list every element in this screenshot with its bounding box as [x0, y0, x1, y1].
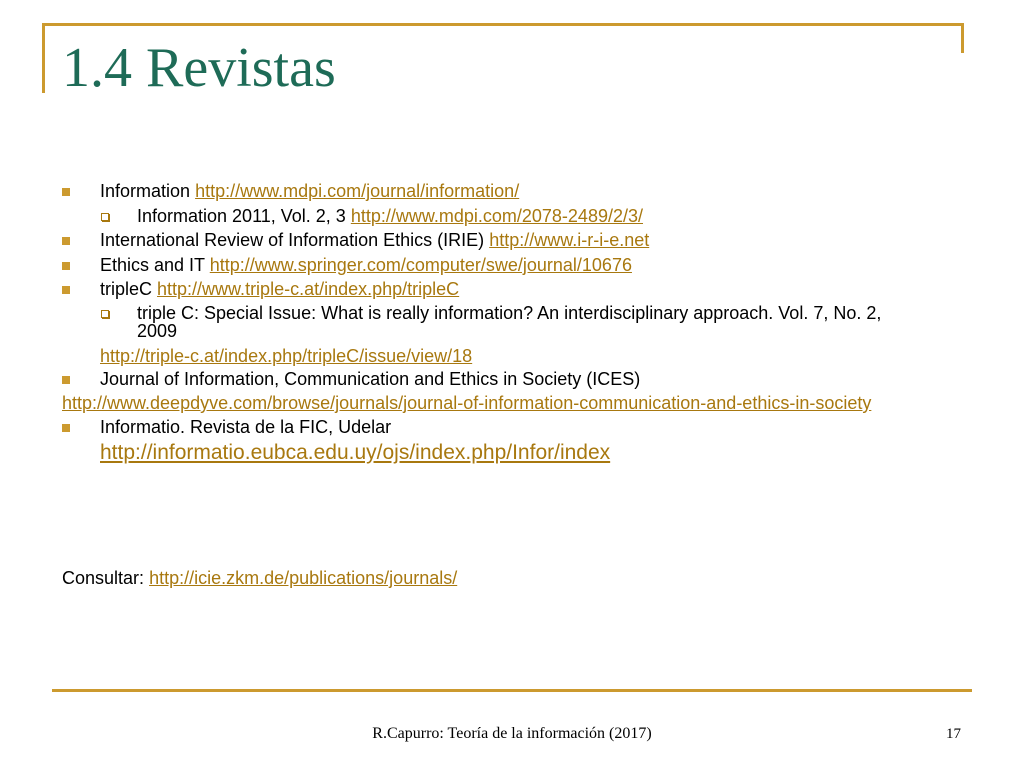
- bullet-icon: [62, 424, 70, 432]
- item-link[interactable]: http://www.deepdyve.com/browse/journals/journal-of-information-communication-and-ethics-in-society: [62, 393, 872, 413]
- list-item: [100, 255, 632, 276]
- item-text: Journal of Information, Communication and Ethics in Society (ICES): [100, 369, 641, 389]
- footer-divider: [52, 689, 972, 692]
- sub-bullet-icon: [101, 213, 109, 221]
- frame-top-line: [42, 23, 964, 26]
- item-text: International Review of Information Ethics (IRIE): [100, 230, 485, 250]
- item-text: Informatio. Revista de la FIC, Udelar: [100, 417, 392, 437]
- list-item: [100, 369, 640, 390]
- consult-link[interactable]: http://icie.zkm.de/publications/journals/: [149, 568, 458, 588]
- list-item-link-line: [100, 346, 472, 367]
- frame-left-line: [42, 23, 45, 93]
- item-link[interactable]: http://www.mdpi.com/2078-2489/2/3/: [350, 206, 643, 226]
- item-text: Ethics and IT: [100, 255, 205, 275]
- list-item: [100, 417, 391, 438]
- item-link[interactable]: http://www.springer.com/computer/swe/journal/10676: [209, 255, 632, 275]
- list-item: [137, 303, 881, 324]
- item-text: 2009: [137, 321, 178, 341]
- consult-label: Consultar:: [62, 568, 145, 588]
- sub-bullet-icon: [101, 310, 109, 318]
- list-item-link-line: [62, 393, 871, 414]
- list-item: [100, 230, 649, 251]
- bullet-icon: [62, 188, 70, 196]
- bullet-icon: [62, 262, 70, 270]
- frame-right-line: [961, 23, 964, 53]
- item-link[interactable]: http://informatio.eubca.edu.uy/ojs/index.php/Infor/index: [100, 441, 611, 464]
- page-number: 17: [946, 726, 961, 742]
- bullet-icon: [62, 286, 70, 294]
- list-item: [100, 181, 519, 202]
- item-text: Information: [100, 181, 191, 201]
- list-item-link-line: [100, 441, 610, 465]
- item-text: triple C: Special Issue: What is really information? An interdisciplinary approach. Vol. 7, No. 2,: [137, 303, 882, 323]
- footer-text: R.Capurro: Teoría de la información (2017): [372, 725, 652, 742]
- bullet-icon: [62, 376, 70, 384]
- bullet-icon: [62, 237, 70, 245]
- slide-title: 1.4 Revistas: [62, 37, 336, 99]
- item-link[interactable]: http://www.triple-c.at/index.php/tripleC: [157, 279, 460, 299]
- item-link[interactable]: http://www.mdpi.com/journal/information/: [195, 181, 520, 201]
- list-item: [100, 279, 459, 300]
- list-item-continuation: [137, 321, 177, 342]
- consult-line: [62, 568, 457, 589]
- list-item: [137, 206, 643, 227]
- item-text: Information 2011, Vol. 2, 3: [137, 206, 346, 226]
- item-text: tripleC: [100, 279, 153, 299]
- item-link[interactable]: http://triple-c.at/index.php/tripleC/issue/view/18: [100, 346, 473, 366]
- item-link[interactable]: http://www.i-r-i-e.net: [489, 230, 650, 250]
